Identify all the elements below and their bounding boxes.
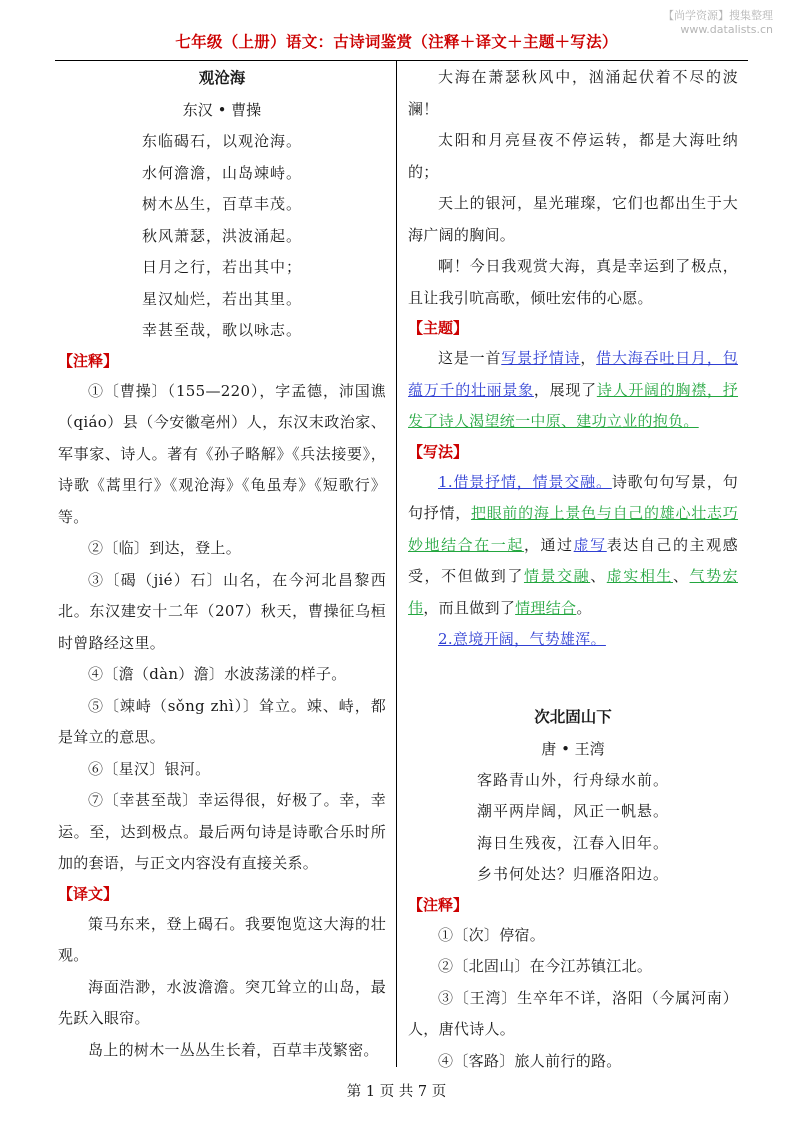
technique-highlight-green: 虚实相生 [606, 567, 673, 585]
right-column [408, 62, 738, 1077]
note-item: ②〔临〕到达，登上。 [88, 539, 242, 557]
translation-paragraph: 策马东来，登上碣石。我要饱览这大海的壮观。 [58, 914, 386, 964]
watermark-line-2: www.datalists.cn [680, 23, 773, 36]
technique-paragraph [408, 467, 738, 625]
theme-highlight-blue: 借大海吞吐日月，包蕴万千的壮丽景象 [408, 349, 738, 399]
note-item: ①〔曹操〕（155—220），字孟德，沛国谯（qiáo）县（今安徽亳州）人，东汉末政治家、军事家、诗人。著有《孙子略解》《兵法接要》，诗歌《蒿里行》《观沧海》《龟虽寿》《短歌行》等。 [58, 381, 386, 526]
verse-line: 客路青山外，行舟绿水前。 [476, 770, 669, 789]
translation-heading: 【译文】 [58, 884, 119, 903]
technique-highlight-blue: 虚写 [573, 535, 607, 554]
technique-point-title: 1.借景抒情，情景交融。 [438, 472, 612, 491]
note-item: ②〔北固山〕在今江苏镇江北。 [438, 957, 653, 975]
verse-line: 潮平两岸阔，风正一帆悬。 [476, 802, 669, 820]
notes-heading: 【注释】 [58, 351, 119, 370]
translation-paragraph: 岛上的树木一丛丛生长着，百草丰茂繁密。 [88, 1040, 379, 1059]
theme-highlight-green: 诗人开阔的胸襟，抒发了诗人渴望统一中原、建功立业的抱负。 [408, 380, 739, 430]
technique-highlight-green: 情理结合 [515, 598, 577, 617]
technique-heading: 【写法】 [408, 442, 469, 461]
verse-line: 东临碣石，以观沧海。 [141, 132, 302, 150]
poem1-author: 东汉 • 曹操 [182, 101, 262, 119]
technique-text: ，而且做到了 [423, 598, 516, 617]
watermark-line-1: 【尚学资源】搜集整理 [663, 9, 773, 22]
note-item: ④〔客路〕旅人前行的路。 [438, 1051, 622, 1070]
page-number: 第 1 页 共 7 页 [346, 1084, 447, 1100]
technique-text: ，通过 [523, 535, 574, 554]
note-item: ⑤〔竦峙（sǒng zhì）〕耸立。竦、峙，都是耸立的意思。 [58, 696, 386, 746]
poem1-verses [58, 126, 386, 347]
translation-paragraph: 海面浩渺，水波澹澹。突兀耸立的山岛，最先跃入眼帘。 [58, 977, 386, 1027]
poem2-author: 唐 • 王湾 [541, 739, 605, 758]
poem2-title: 次北固山下 [534, 707, 612, 726]
technique-text: 、 [590, 567, 607, 585]
verse-line: 秋风萧瑟，洪波涌起。 [141, 226, 302, 245]
verse-line: 水何澹澹，山岛竦峙。 [141, 163, 302, 182]
note-item: ⑦〔幸甚至哉〕幸运得很，好极了。幸，幸运。至，达到极点。最后两句诗是诗歌合乐时所加的套语，与正文内容没有直接关系。 [58, 791, 386, 872]
theme-text: ，展现了 [533, 380, 597, 399]
section-spacer [408, 656, 738, 701]
poem1-title: 观沧海 [198, 69, 246, 87]
technique-text: 。 [576, 598, 592, 617]
header-rule [55, 60, 748, 61]
column-divider [396, 61, 397, 1067]
translation-paragraph: 太阳和月亮昼夜不停运转，都是大海吐纳的； [408, 131, 738, 181]
note-item: ⑥〔星汉〕银河。 [88, 759, 211, 778]
document-title: 七年级（上册）语文：古诗词鉴赏（注释＋译文＋主题＋写法） [175, 32, 618, 51]
theme-paragraph [408, 343, 738, 438]
technique-text: 表达自己的主观感受，不但做到了 [408, 535, 738, 585]
translation-paragraph: 大海在萧瑟秋风中，汹涌起伏着不尽的波澜！ [408, 68, 738, 118]
technique-highlight-green: 情景交融 [523, 567, 591, 585]
technique-text: 诗歌句句写景，句句抒情， [408, 472, 738, 522]
note-item: ③〔王湾〕生卒年不详，洛阳（今属河南）人，唐代诗人。 [408, 988, 738, 1038]
verse-line: 日月之行，若出其中； [141, 258, 302, 276]
verse-line: 星汉灿烂，若出其里。 [141, 289, 302, 308]
technique-highlight-green: 气势宏伟 [408, 567, 738, 617]
verse-line: 树木丛生，百草丰茂。 [141, 195, 302, 213]
note-item: ①〔次〕停宿。 [438, 925, 546, 944]
theme-heading: 【主题】 [408, 319, 469, 337]
theme-text: 这是一首 [438, 349, 502, 367]
note-item: ③〔碣（jié）石〕山名，在今河北昌黎西北。东汉建安十二年（207）秋天，曹操征乌桓时曾路经这里。 [58, 570, 386, 652]
translation-paragraph: 天上的银河，星光璀璨，它们也都出生于大海广阔的胸间。 [408, 194, 738, 244]
technique-paragraph [408, 624, 738, 656]
technique-point-title: 2.意境开阔，气势雄浑。 [438, 630, 606, 648]
verse-line: 幸甚至哉，歌以咏志。 [141, 321, 302, 339]
verse-line: 海日生残夜，江春入旧年。 [476, 833, 669, 852]
left-column [58, 62, 386, 1066]
translation-paragraph: 啊！今日我观赏大海，真是幸运到了极点，且让我引吭高歌，倾吐宏伟的心愿。 [408, 257, 738, 307]
note-item: ④〔澹（dàn）澹〕水波荡漾的样子。 [88, 665, 347, 683]
theme-text: ， [580, 349, 597, 367]
poem2-notes-heading: 【注释】 [408, 895, 469, 914]
technique-text: 、 [673, 567, 690, 585]
verse-line: 乡书何处达？归雁洛阳边。 [476, 865, 669, 883]
poem2-verses [408, 765, 738, 891]
technique-highlight-green: 把眼前的海上景色与自己的雄心壮志巧妙地结合在一起 [408, 504, 739, 554]
theme-highlight-blue: 写景抒情诗 [501, 349, 581, 367]
